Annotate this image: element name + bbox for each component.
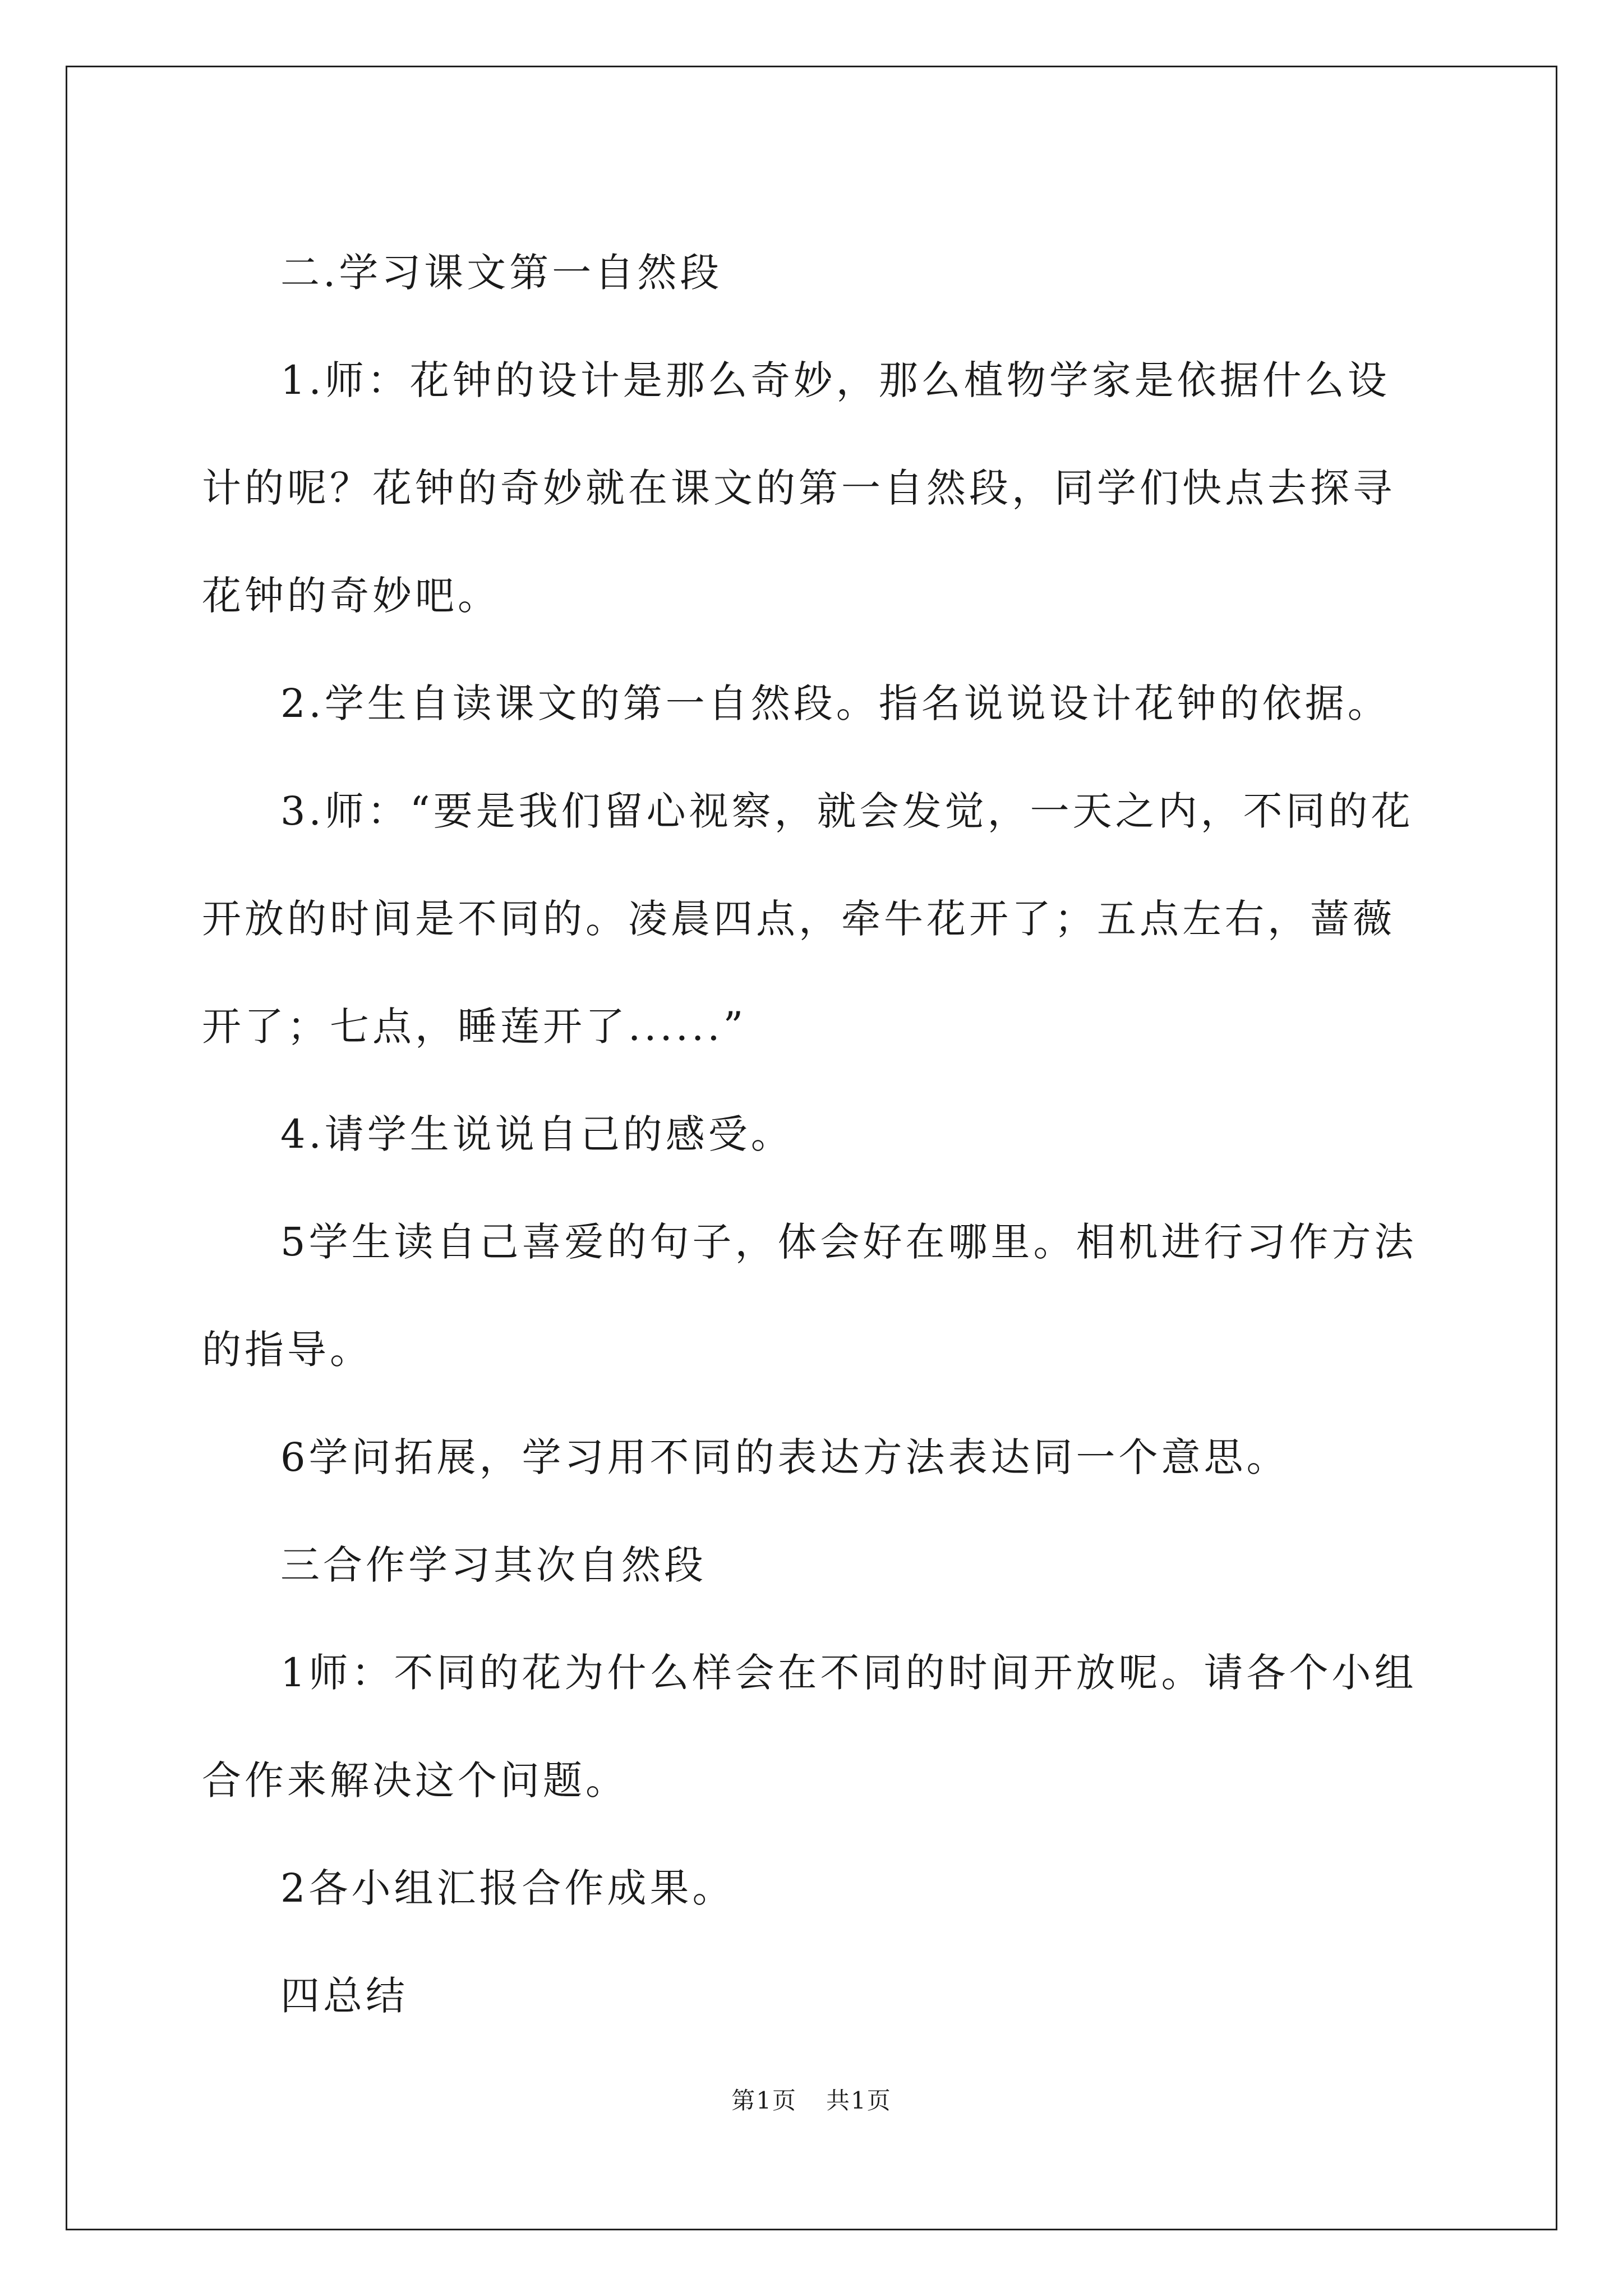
- paragraph: 3.师：“要是我们留心视察，就会发觉，一天之内，不同的花开放的时间是不同的。凌晨四点，牵牛花开了；五点左右，蔷薇开了；七点，睡莲开了......”: [202, 788, 1414, 1050]
- paragraph: 2.学生自读课文的第一自然段。指名说说设计花钟的依据。: [280, 680, 1390, 726]
- section-heading: 三合作学习其次自然段: [280, 1542, 707, 1588]
- paragraph: 5学生读自己喜爱的句子，体会好在哪里。相机进行习作方法的指导。: [202, 1219, 1417, 1373]
- page-footer: [0, 2082, 1623, 2116]
- section-heading: 二.学习课文第一自然段: [280, 250, 723, 296]
- paragraph: 6学问拓展，学习用不同的表达方法表达同一个意思。: [280, 1434, 1289, 1480]
- paragraph: 1.师：花钟的设计是那么奇妙，那么植物学家是依据什么设计的呢？花钟的奇妙就在课文的第一自然段，同学们快点去探寻花钟的奇妙吧。: [202, 357, 1395, 619]
- section-heading: 四总结: [280, 1973, 408, 2019]
- paragraph: 2各小组汇报合作成果。: [280, 1865, 735, 1911]
- paragraph: 1师：不同的花为什么样会在不同的时间开放呢。请各个小组合作来解决这个问题。: [202, 1650, 1417, 1803]
- paragraph: 4.请学生说说自己的感受。: [280, 1111, 794, 1157]
- page-total: 共1页: [826, 2087, 892, 2114]
- page-number: 第1页: [731, 2087, 797, 2114]
- document-body: [202, 219, 1424, 2050]
